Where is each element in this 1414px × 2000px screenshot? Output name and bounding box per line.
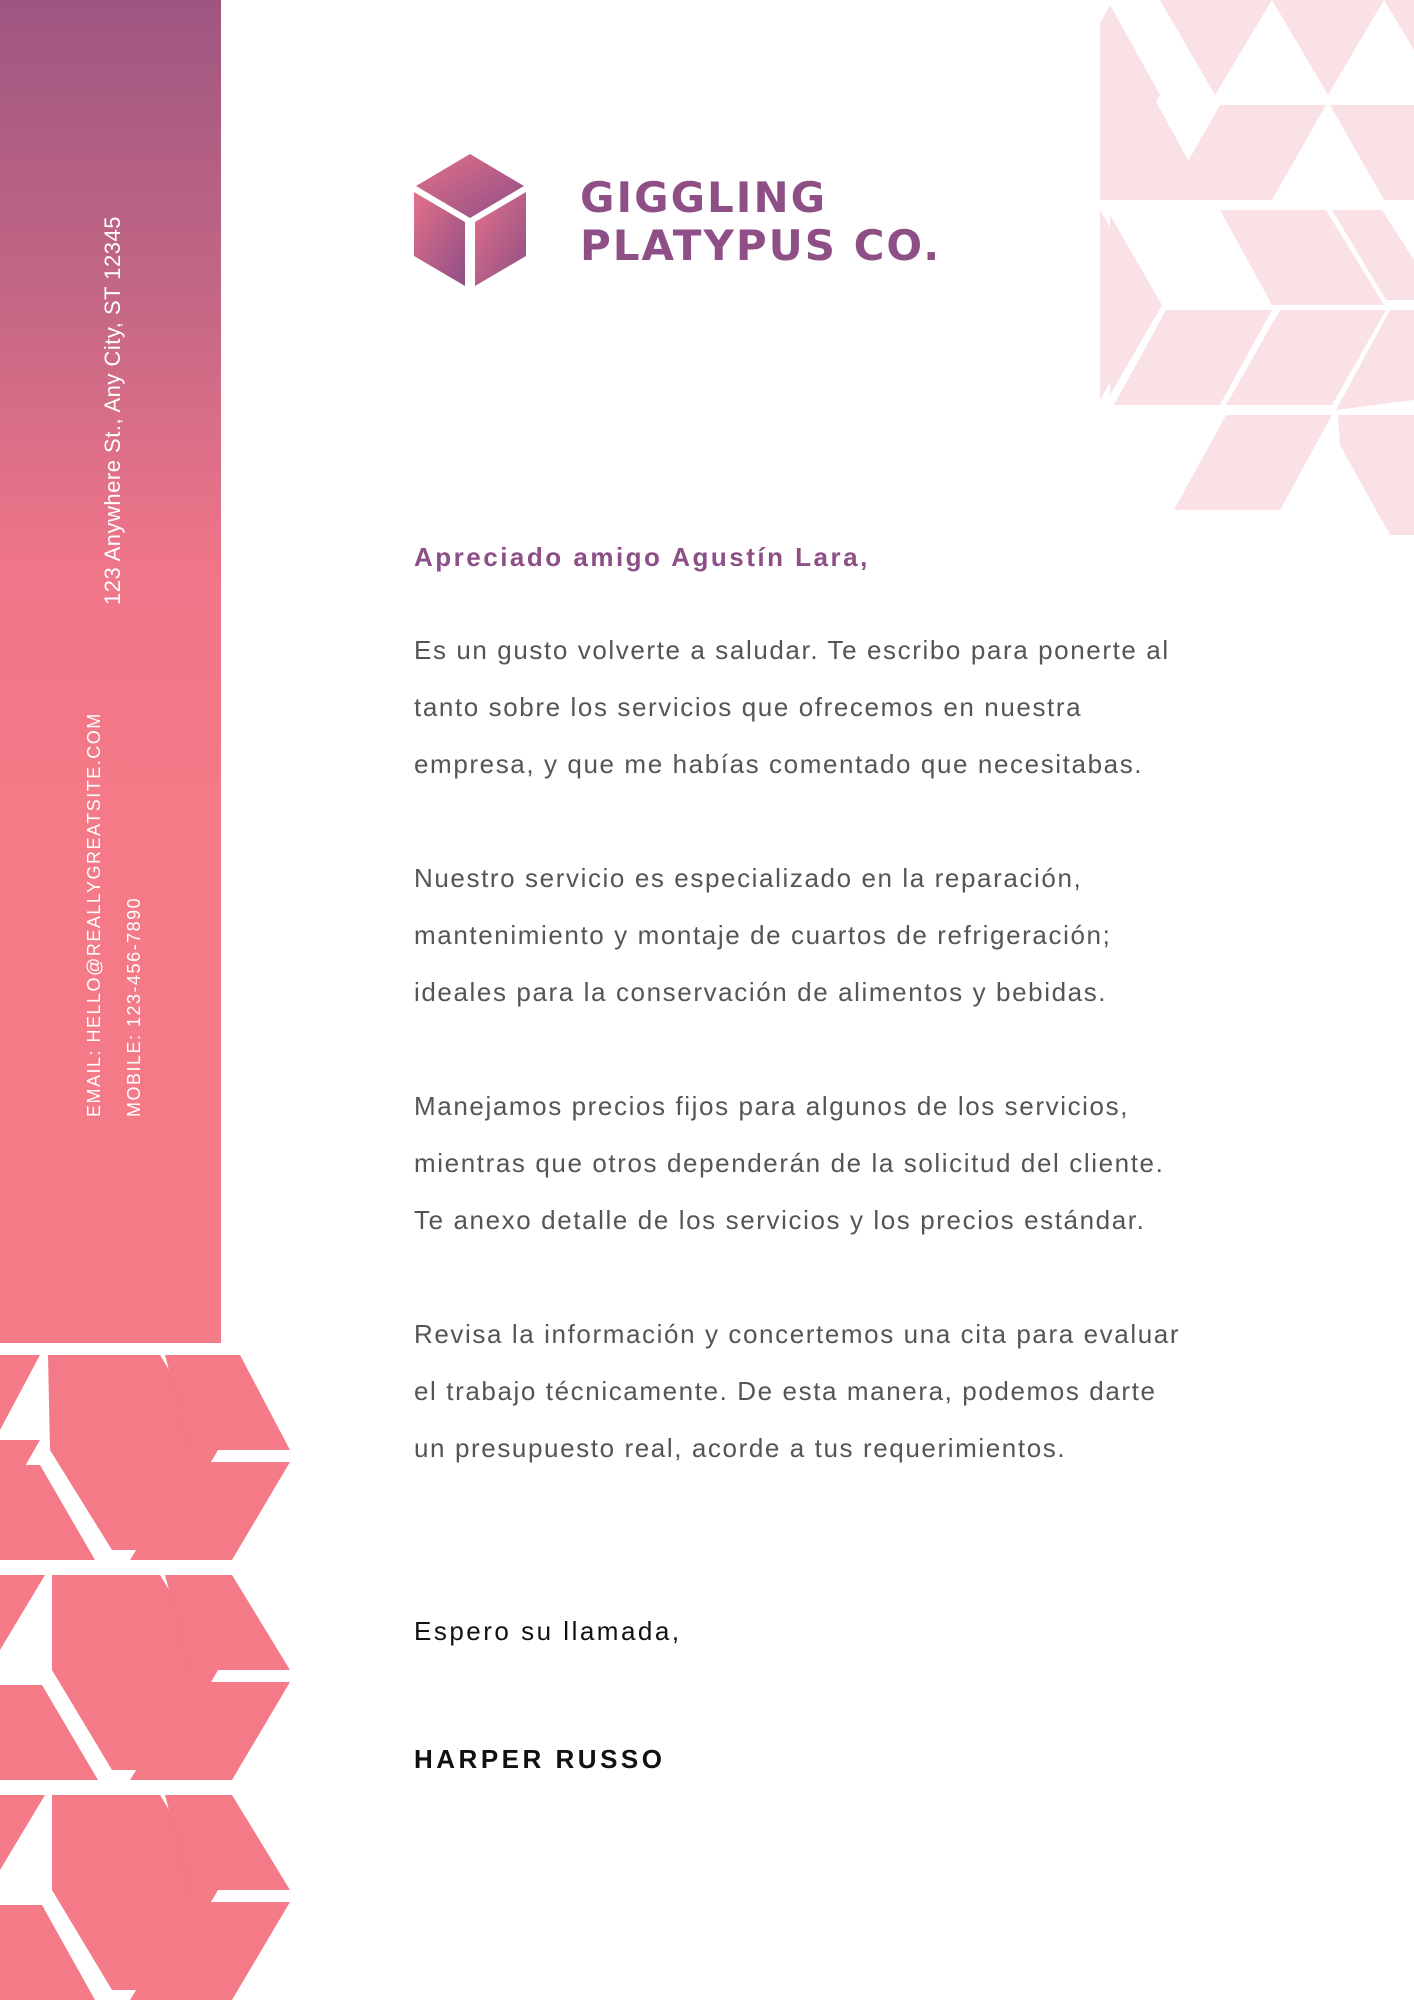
letter-closing: Espero su llamada,: [414, 1616, 682, 1646]
paragraph-line: Manejamos precios fijos para algunos de los servicios,: [414, 1091, 1130, 1121]
letter-paragraph: [414, 1306, 1234, 1477]
signer-name: HARPER RUSSO: [414, 1744, 666, 1774]
paragraph-line: Nuestro servicio es especializado en la reparación,: [414, 863, 1083, 893]
paragraph-line: mantenimiento y montaje de cuartos de refrigeración;: [414, 920, 1112, 950]
paragraph-line: ideales para la conservación de alimentos y bebidas.: [414, 977, 1108, 1007]
letter-paragraph: [414, 622, 1234, 793]
paragraph-line: Te anexo detalle de los servicios y los precios estándar.: [414, 1205, 1146, 1235]
sender-mobile: MOBILE: 123-456-7890: [124, 896, 144, 1117]
sender-address: 123 Anywhere St., Any City, ST 12345: [100, 216, 125, 605]
paragraph-line: empresa, y que me habías comentado que necesitabas.: [414, 749, 1144, 779]
paragraph-line: tanto sobre los servicios que ofrecemos en nuestra: [414, 692, 1083, 722]
sidebar-band: [0, 0, 221, 1343]
company-name-line2: PLATYPUS CO.: [580, 221, 942, 270]
bottom-left-cube-pattern: [0, 1230, 290, 2000]
paragraph-line: Revisa la información y concertemos una cita para evaluar: [414, 1319, 1181, 1349]
top-right-cube-pattern: [1100, 0, 1414, 535]
sender-email: EMAIL: HELLO@REALLYGREATSITE.COM: [84, 712, 104, 1117]
company-name-line1: GIGGLING: [580, 173, 828, 222]
paragraph-line: el trabajo técnicamente. De esta manera, podemos darte: [414, 1376, 1157, 1406]
company-name: [580, 174, 941, 270]
paragraph-line: Es un gusto volverte a saludar. Te escribo para ponerte al: [414, 635, 1170, 665]
paragraph-line: un presupuesto real, acorde a tus requerimientos.: [414, 1433, 1067, 1463]
cube-icon: [412, 152, 528, 288]
letter-paragraph: [414, 850, 1234, 1021]
letter-paragraph: [414, 1078, 1234, 1249]
letter-greeting: Apreciado amigo Agustín Lara,: [414, 542, 870, 572]
paragraph-line: mientras que otros dependerán de la solicitud del cliente.: [414, 1148, 1165, 1178]
